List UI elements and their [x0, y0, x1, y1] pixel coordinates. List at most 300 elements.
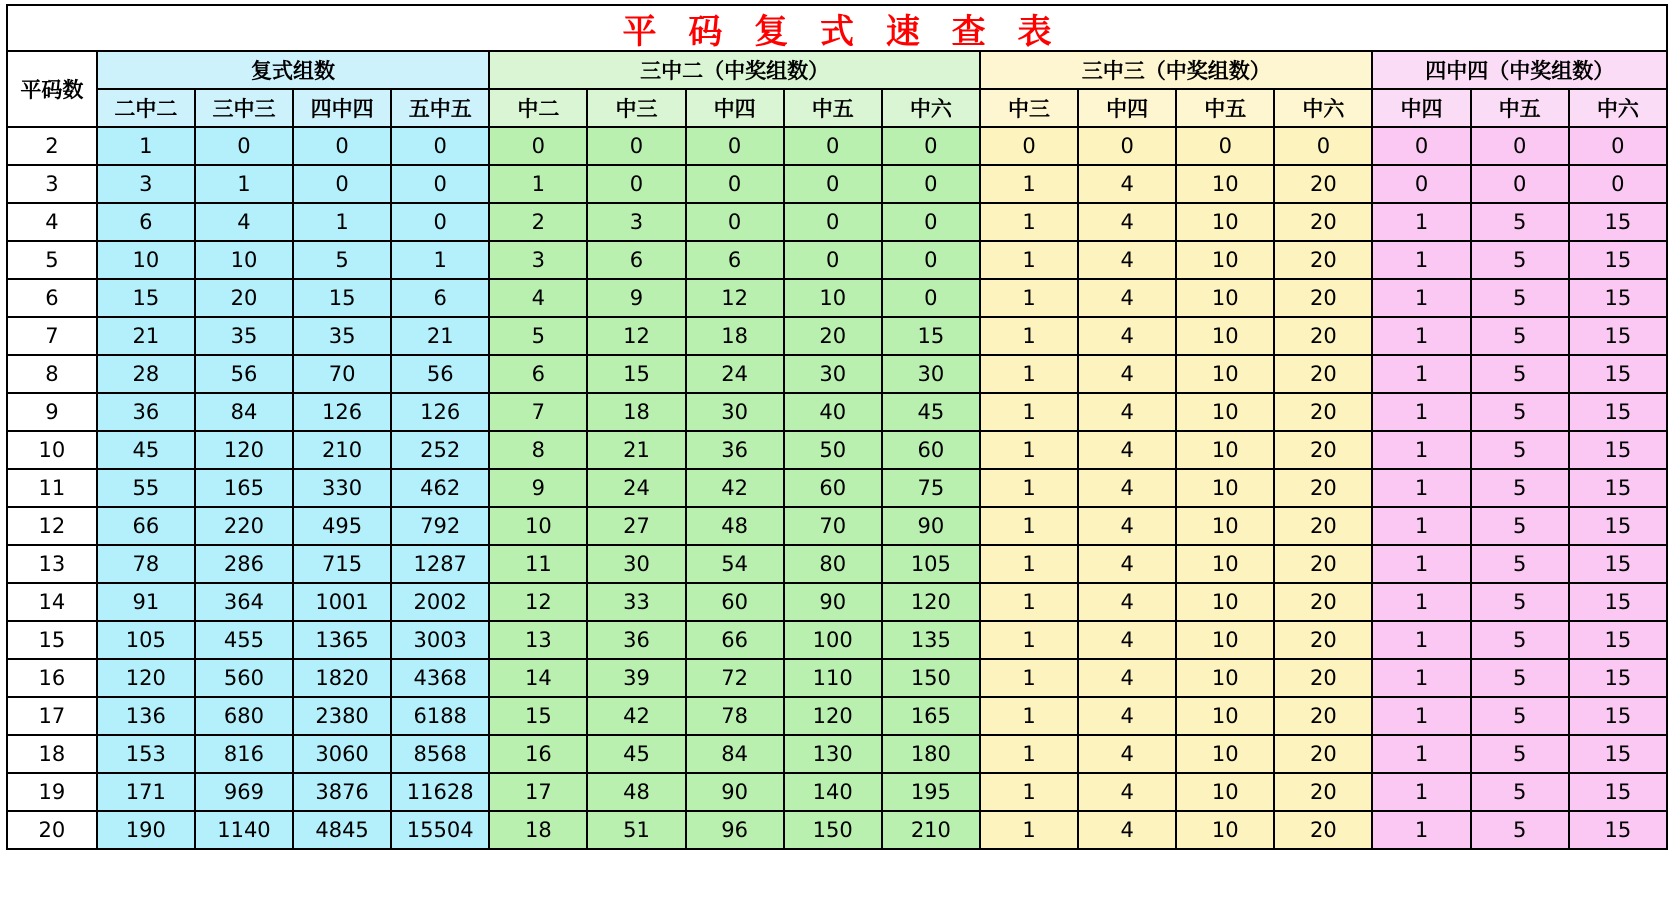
table-cell: 5	[1471, 811, 1569, 849]
table-cell: 286	[195, 545, 293, 583]
table-cell: 2002	[391, 583, 489, 621]
table-cell: 48	[686, 507, 784, 545]
table-cell: 12	[686, 279, 784, 317]
table-cell: 792	[391, 507, 489, 545]
table-cell: 1	[980, 165, 1078, 203]
table-cell: 1	[1372, 659, 1470, 697]
table-cell: 91	[97, 583, 195, 621]
table-cell: 1140	[195, 811, 293, 849]
table-cell: 78	[686, 697, 784, 735]
table-cell: 4	[1078, 355, 1176, 393]
table-cell: 70	[784, 507, 882, 545]
table-cell: 20	[1274, 469, 1372, 507]
table-cell: 4	[1078, 545, 1176, 583]
table-row	[7, 545, 1667, 583]
table-cell: 18	[489, 811, 587, 849]
table-cell: 1	[1372, 507, 1470, 545]
table-cell: 15	[1569, 431, 1667, 469]
table-cell: 80	[784, 545, 882, 583]
table-cell: 3	[489, 241, 587, 279]
table-cell: 190	[97, 811, 195, 849]
table-cell: 15	[1569, 203, 1667, 241]
table-cell: 84	[686, 735, 784, 773]
table-cell: 969	[195, 773, 293, 811]
table-cell: 48	[587, 773, 685, 811]
table-cell: 4	[1078, 165, 1176, 203]
table-cell: 0	[686, 165, 784, 203]
table-cell: 715	[293, 545, 391, 583]
table-cell: 1365	[293, 621, 391, 659]
table-cell: 15	[1569, 317, 1667, 355]
table-cell: 20	[1274, 241, 1372, 279]
table-cell: 56	[391, 355, 489, 393]
table-cell: 0	[1372, 127, 1470, 165]
table-cell: 0	[882, 279, 980, 317]
table-row	[7, 355, 1667, 393]
table-cell: 6188	[391, 697, 489, 735]
header-group-fushi: 复式组数	[97, 51, 490, 89]
row-header-cell: 20	[7, 811, 97, 849]
table-cell: 45	[587, 735, 685, 773]
table-cell: 330	[293, 469, 391, 507]
table-cell: 5	[1471, 203, 1569, 241]
table-cell: 1	[1372, 811, 1470, 849]
table-cell: 24	[686, 355, 784, 393]
table-cell: 0	[686, 127, 784, 165]
table-cell: 0	[1471, 165, 1569, 203]
table-cell: 5	[1471, 659, 1569, 697]
table-cell: 15504	[391, 811, 489, 849]
table-cell: 5	[1471, 355, 1569, 393]
table-cell: 10	[1176, 431, 1274, 469]
table-cell: 13	[489, 621, 587, 659]
table-row	[7, 507, 1667, 545]
table-row	[7, 393, 1667, 431]
table-cell: 6	[587, 241, 685, 279]
table-row	[7, 203, 1667, 241]
table-cell: 1	[1372, 469, 1470, 507]
table-row	[7, 431, 1667, 469]
table-cell: 27	[587, 507, 685, 545]
table-cell: 153	[97, 735, 195, 773]
table-cell: 21	[97, 317, 195, 355]
table-cell: 18	[686, 317, 784, 355]
table-cell: 21	[391, 317, 489, 355]
table-cell: 0	[1471, 127, 1569, 165]
table-cell: 15	[1569, 659, 1667, 697]
table-cell: 0	[686, 203, 784, 241]
table-cell: 1	[980, 583, 1078, 621]
table-cell: 66	[97, 507, 195, 545]
table-cell: 24	[587, 469, 685, 507]
table-cell: 3876	[293, 773, 391, 811]
table-cell: 5	[1471, 393, 1569, 431]
table-cell: 10	[784, 279, 882, 317]
row-header-cell: 17	[7, 697, 97, 735]
table-cell: 1	[1372, 393, 1470, 431]
table-cell: 105	[97, 621, 195, 659]
table-cell: 0	[195, 127, 293, 165]
table-cell: 1	[391, 241, 489, 279]
table-cell: 1	[980, 241, 1078, 279]
page-title: 平 码 复 式 速 查 表	[622, 11, 1062, 52]
row-header-cell: 4	[7, 203, 97, 241]
table-cell: 1	[293, 203, 391, 241]
header-col-g2-zhongsi: 中四	[686, 89, 784, 127]
table-cell: 1	[1372, 583, 1470, 621]
table-cell: 1	[980, 811, 1078, 849]
table-cell: 20	[1274, 697, 1372, 735]
row-header-cell: 2	[7, 127, 97, 165]
lookup-table	[6, 50, 1668, 850]
table-cell: 15	[1569, 507, 1667, 545]
table-cell: 15	[489, 697, 587, 735]
table-cell: 165	[882, 697, 980, 735]
table-cell: 15	[1569, 241, 1667, 279]
table-cell: 1	[980, 393, 1078, 431]
header-col-wuzhongwu: 五中五	[391, 89, 489, 127]
table-cell: 15	[882, 317, 980, 355]
table-cell: 4	[1078, 659, 1176, 697]
table-cell: 495	[293, 507, 391, 545]
table-cell: 5	[1471, 697, 1569, 735]
table-row	[7, 241, 1667, 279]
table-cell: 1	[980, 279, 1078, 317]
table-cell: 4	[1078, 811, 1176, 849]
table-cell: 0	[391, 165, 489, 203]
table-cell: 4	[489, 279, 587, 317]
row-header-cell: 12	[7, 507, 97, 545]
row-header-cell: 18	[7, 735, 97, 773]
table-cell: 10	[489, 507, 587, 545]
row-header-cell: 5	[7, 241, 97, 279]
table-cell: 165	[195, 469, 293, 507]
table-row	[7, 659, 1667, 697]
header-col-sizhongsi-a: 四中四	[293, 89, 391, 127]
table-cell: 0	[784, 127, 882, 165]
table-cell: 10	[1176, 203, 1274, 241]
table-row	[7, 469, 1667, 507]
header-col-g3-zhongsan: 中三	[980, 89, 1078, 127]
row-header-cell: 13	[7, 545, 97, 583]
table-cell: 5	[1471, 621, 1569, 659]
table-cell: 1	[1372, 203, 1470, 241]
table-cell: 6	[97, 203, 195, 241]
table-cell: 10	[195, 241, 293, 279]
table-cell: 4	[1078, 507, 1176, 545]
row-header-cell: 8	[7, 355, 97, 393]
table-cell: 78	[97, 545, 195, 583]
table-cell: 50	[784, 431, 882, 469]
table-cell: 4845	[293, 811, 391, 849]
table-cell: 0	[1569, 165, 1667, 203]
table-cell: 15	[1569, 355, 1667, 393]
table-cell: 20	[1274, 507, 1372, 545]
table-cell: 75	[882, 469, 980, 507]
table-cell: 15	[97, 279, 195, 317]
table-cell: 20	[195, 279, 293, 317]
table-cell: 0	[1078, 127, 1176, 165]
header-column-row	[7, 89, 1667, 127]
table-cell: 28	[97, 355, 195, 393]
table-cell: 1	[1372, 697, 1470, 735]
row-header-cell: 10	[7, 431, 97, 469]
table-cell: 220	[195, 507, 293, 545]
table-cell: 39	[587, 659, 685, 697]
table-cell: 126	[293, 393, 391, 431]
table-cell: 0	[1372, 165, 1470, 203]
table-cell: 20	[784, 317, 882, 355]
table-cell: 120	[784, 697, 882, 735]
table-cell: 4	[195, 203, 293, 241]
table-cell: 0	[293, 127, 391, 165]
table-cell: 5	[489, 317, 587, 355]
table-cell: 3	[587, 203, 685, 241]
table-cell: 18	[587, 393, 685, 431]
table-cell: 5	[1471, 241, 1569, 279]
row-header-cell: 15	[7, 621, 97, 659]
table-cell: 30	[882, 355, 980, 393]
table-cell: 180	[882, 735, 980, 773]
table-cell: 4	[1078, 621, 1176, 659]
table-cell: 1820	[293, 659, 391, 697]
table-cell: 14	[489, 659, 587, 697]
table-cell: 1	[980, 317, 1078, 355]
table-row	[7, 773, 1667, 811]
table-cell: 0	[882, 203, 980, 241]
table-cell: 5	[1471, 431, 1569, 469]
table-cell: 210	[293, 431, 391, 469]
table-cell: 42	[686, 469, 784, 507]
table-cell: 5	[1471, 469, 1569, 507]
row-header-cell: 7	[7, 317, 97, 355]
table-cell: 1	[980, 621, 1078, 659]
table-row	[7, 621, 1667, 659]
table-cell: 462	[391, 469, 489, 507]
header-col-sanzhongsan-a: 三中三	[195, 89, 293, 127]
table-cell: 1	[1372, 621, 1470, 659]
table-cell: 2	[489, 203, 587, 241]
table-cell: 1	[1372, 317, 1470, 355]
table-cell: 36	[97, 393, 195, 431]
table-cell: 16	[489, 735, 587, 773]
table-cell: 1	[980, 735, 1078, 773]
table-cell: 110	[784, 659, 882, 697]
table-cell: 4	[1078, 735, 1176, 773]
table-cell: 30	[686, 393, 784, 431]
table-cell: 1	[1372, 735, 1470, 773]
row-header-cell: 6	[7, 279, 97, 317]
table-cell: 10	[1176, 317, 1274, 355]
table-cell: 30	[784, 355, 882, 393]
table-cell: 10	[1176, 165, 1274, 203]
table-cell: 1	[489, 165, 587, 203]
table-cell: 1	[980, 431, 1078, 469]
table-cell: 20	[1274, 583, 1372, 621]
table-cell: 135	[882, 621, 980, 659]
table-cell: 5	[293, 241, 391, 279]
table-cell: 96	[686, 811, 784, 849]
table-cell: 84	[195, 393, 293, 431]
table-cell: 150	[784, 811, 882, 849]
table-cell: 20	[1274, 659, 1372, 697]
table-cell: 105	[882, 545, 980, 583]
table-cell: 0	[784, 203, 882, 241]
table-cell: 11	[489, 545, 587, 583]
table-cell: 45	[97, 431, 195, 469]
table-cell: 10	[1176, 545, 1274, 583]
table-cell: 1	[980, 773, 1078, 811]
header-col-g2-zhongliu: 中六	[882, 89, 980, 127]
table-cell: 42	[587, 697, 685, 735]
table-cell: 56	[195, 355, 293, 393]
table-cell: 4	[1078, 317, 1176, 355]
row-header-cell: 3	[7, 165, 97, 203]
table-cell: 120	[882, 583, 980, 621]
table-cell: 17	[489, 773, 587, 811]
table-cell: 60	[686, 583, 784, 621]
table-cell: 0	[784, 165, 882, 203]
table-cell: 1	[1372, 431, 1470, 469]
table-cell: 5	[1471, 735, 1569, 773]
table-cell: 816	[195, 735, 293, 773]
table-cell: 130	[784, 735, 882, 773]
title-bar	[6, 4, 1668, 50]
table-cell: 10	[1176, 773, 1274, 811]
table-cell: 1	[1372, 545, 1470, 583]
table-cell: 15	[1569, 735, 1667, 773]
table-cell: 6	[686, 241, 784, 279]
table-cell: 10	[1176, 621, 1274, 659]
table-cell: 150	[882, 659, 980, 697]
table-cell: 140	[784, 773, 882, 811]
table-cell: 210	[882, 811, 980, 849]
table-body	[7, 127, 1667, 849]
table-cell: 10	[1176, 507, 1274, 545]
table-cell: 20	[1274, 317, 1372, 355]
table-cell: 0	[587, 165, 685, 203]
table-cell: 20	[1274, 545, 1372, 583]
header-col-g3-zhongsi: 中四	[1078, 89, 1176, 127]
table-cell: 20	[1274, 355, 1372, 393]
table-cell: 4	[1078, 697, 1176, 735]
table-cell: 252	[391, 431, 489, 469]
table-cell: 10	[1176, 279, 1274, 317]
table-cell: 1	[980, 507, 1078, 545]
table-cell: 0	[784, 241, 882, 279]
table-cell: 1	[980, 203, 1078, 241]
table-cell: 5	[1471, 279, 1569, 317]
table-cell: 20	[1274, 203, 1372, 241]
table-cell: 20	[1274, 431, 1372, 469]
table-cell: 10	[97, 241, 195, 279]
table-cell: 54	[686, 545, 784, 583]
row-header-cell: 14	[7, 583, 97, 621]
table-cell: 136	[97, 697, 195, 735]
table-row	[7, 735, 1667, 773]
table-cell: 4	[1078, 203, 1176, 241]
header-col-g4-zhongwu: 中五	[1471, 89, 1569, 127]
header-col-g4-zhongsi: 中四	[1372, 89, 1470, 127]
table-cell: 35	[293, 317, 391, 355]
table-cell: 1	[1372, 241, 1470, 279]
table-cell: 364	[195, 583, 293, 621]
table-cell: 10	[1176, 697, 1274, 735]
table-cell: 10	[1176, 811, 1274, 849]
table-cell: 0	[587, 127, 685, 165]
table-cell: 4	[1078, 279, 1176, 317]
table-cell: 0	[391, 203, 489, 241]
table-cell: 55	[97, 469, 195, 507]
table-cell: 20	[1274, 165, 1372, 203]
table-row	[7, 697, 1667, 735]
table-cell: 70	[293, 355, 391, 393]
table-cell: 4	[1078, 773, 1176, 811]
table-cell: 4	[1078, 469, 1176, 507]
table-row	[7, 811, 1667, 849]
table-cell: 40	[784, 393, 882, 431]
header-group-sizhongsi: 四中四（中奖组数）	[1372, 51, 1667, 89]
table-cell: 15	[293, 279, 391, 317]
header-group-sanzhongsan: 三中三（中奖组数）	[980, 51, 1373, 89]
table-cell: 0	[980, 127, 1078, 165]
table-row	[7, 165, 1667, 203]
table-cell: 51	[587, 811, 685, 849]
table-cell: 5	[1471, 507, 1569, 545]
table-cell: 0	[489, 127, 587, 165]
table-cell: 0	[882, 241, 980, 279]
table-cell: 1	[980, 469, 1078, 507]
table-cell: 30	[587, 545, 685, 583]
table-cell: 15	[587, 355, 685, 393]
table-cell: 1	[1372, 355, 1470, 393]
table-cell: 3003	[391, 621, 489, 659]
table-cell: 560	[195, 659, 293, 697]
table-cell: 72	[686, 659, 784, 697]
table-cell: 1	[980, 545, 1078, 583]
row-header-cell: 16	[7, 659, 97, 697]
table-cell: 1	[980, 659, 1078, 697]
table-cell: 1287	[391, 545, 489, 583]
table-cell: 0	[391, 127, 489, 165]
table-cell: 15	[1569, 773, 1667, 811]
table-cell: 0	[882, 127, 980, 165]
table-cell: 15	[1569, 697, 1667, 735]
header-group-row	[7, 51, 1667, 89]
table-cell: 171	[97, 773, 195, 811]
table-cell: 455	[195, 621, 293, 659]
table-cell: 120	[97, 659, 195, 697]
table-cell: 1	[980, 355, 1078, 393]
table-cell: 10	[1176, 659, 1274, 697]
table-cell: 8	[489, 431, 587, 469]
table-cell: 20	[1274, 621, 1372, 659]
header-col-g2-zhongsan: 中三	[587, 89, 685, 127]
table-cell: 4368	[391, 659, 489, 697]
table-cell: 8568	[391, 735, 489, 773]
row-header-cell: 19	[7, 773, 97, 811]
header-col-g4-zhongliu: 中六	[1569, 89, 1667, 127]
header-col-g3-zhongwu: 中五	[1176, 89, 1274, 127]
table-cell: 100	[784, 621, 882, 659]
table-cell: 10	[1176, 241, 1274, 279]
table-cell: 120	[195, 431, 293, 469]
table-cell: 60	[882, 431, 980, 469]
table-cell: 1001	[293, 583, 391, 621]
table-header	[7, 51, 1667, 127]
table-cell: 0	[1569, 127, 1667, 165]
table-cell: 10	[1176, 583, 1274, 621]
